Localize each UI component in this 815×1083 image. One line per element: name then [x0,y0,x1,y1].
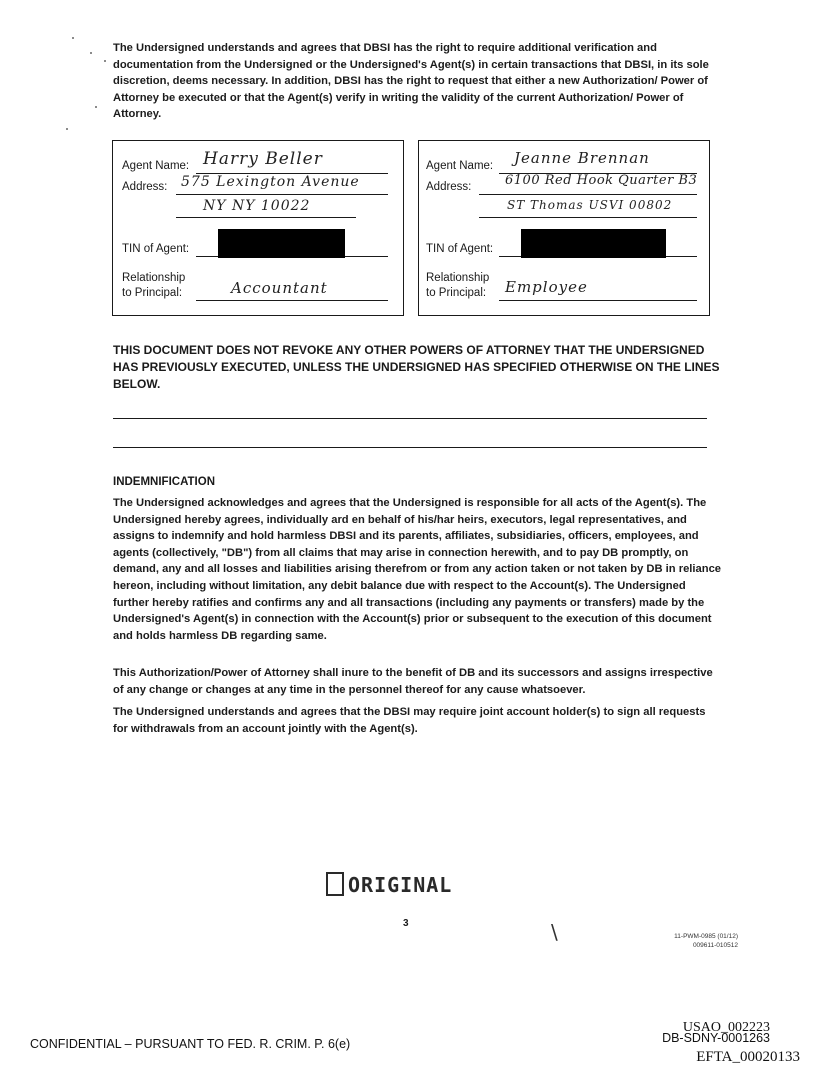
relationship-handwriting: Employee [505,278,588,296]
agent-address-line-1 [479,194,697,195]
tin-redaction [521,229,666,258]
agent-address-line-1 [176,194,388,195]
form-code: 11-PWM-0985 (01/12) [674,933,738,940]
page-number: 3 [403,918,409,929]
bates-db: DB-SDNY-0001263 [662,1031,770,1045]
agent-address-line1-handwriting: 6100 Red Hook Quarter B3 [505,173,698,188]
relationship-label: Relationship [122,272,186,284]
bates-efta: EFTA_00020133 [696,1049,800,1065]
intro-paragraph: The Undersigned understands and agrees that DBSI has the right to require additional verification and documentation from the Undersigned or the Undersigned's Agent(s) in certain transactions that DBSI, in its sole discretion, deems necessary. In addition, DBSI has the right to request that either a new Authorization/ Power of Attorney be executed or that the Agent(s) verify in writing the validity of the current Authorization/ Power of Attorney. [113,42,709,121]
indemnification-paragraph-1: The Undersigned acknowledges and agrees that the Undersigned is responsible for all acts of the Agent(s). The Undersigned hereby agrees, individually ard en behalf of his/har heirs, executors, legal representatives, and assigns to indemnify and hold harmless DBSI and its parents, affiliates, subsidiaries, officers, employees, and agents (collectively, "DB") from all claims that may arise in connection herewith, and to pay DB promptly, on demand, any and all losses and liabilities arising therefrom or from any action taken or not taken by DB in reliance hereon, including without limitation, any debit balance due with respect to the Account(s). The Undersigned further hereby ratifies and confirms any and all transactions (including any payments or transfers) made by the Undersigned's Agent(s) in connection with the Account(s) prior or subsequent to the execution of this document and holds harmless DB regarding same. [113,497,722,642]
relationship-handwriting: Accountant [231,279,328,297]
revocation-line-2 [113,447,707,448]
agent-tin-label: TIN of Agent: [426,243,494,255]
agent-address-line2-handwriting: NY NY 10022 [203,198,311,214]
bates-stamp [660,1022,800,1044]
agent-address-line1-handwriting: 575 Lexington Avenue [181,174,360,190]
tin-redaction [218,229,345,258]
indemnification-paragraph-3: The Undersigned understands and agrees that the DBSI may require joint account holder(s) to sign all requests for withdrawals from an account jointly with the Agent(s). [113,706,706,735]
to-principal-label: to Principal: [122,287,183,299]
revocation-line-1 [113,418,707,419]
indemnification-heading: INDEMNIFICATION [113,476,216,488]
indemnification-paragraph-2: This Authorization/Power of Attorney shall inure to the benefit of DB and its successors and assigns irrespective of any change or changes at any time in the personnel thereof for any cause whatsoever. [113,667,713,696]
agent-address-line2-handwriting: ST Thomas USVI 00802 [507,198,673,212]
bates-usao: USAO_002223 [682,1020,770,1035]
confidential-notice: CONFIDENTIAL – PURSUANT TO FED. R. CRIM. P. 6(e) [30,1037,351,1051]
pen-mark: \ [551,920,558,944]
scan-speck [72,37,74,39]
agent-box-1 [112,140,404,316]
agent-address-line-2 [176,217,356,218]
relationship-line [196,300,388,301]
original-stamp [326,872,452,897]
to-principal-label: to Principal: [426,287,487,299]
relationship-line [499,300,697,301]
relationship-label: Relationship [426,272,490,284]
agent-box-2 [418,140,710,316]
form-id: 009611-010512 [692,942,738,949]
agent-name-label: Agent Name: [122,160,190,172]
scan-speck [95,106,97,108]
scan-speck [90,52,92,54]
agent-name-signature: Jeanne Brennan [514,149,650,167]
agent-name-label: Agent Name: [426,160,494,172]
revocation-notice: THIS DOCUMENT DOES NOT REVOKE ANY OTHER POWERS OF ATTORNEY THAT THE UNDERSIGNED HAS PREVIOUSLY EXECUTED, UNLESS THE UNDERSIGNED HAS SPECIFIED OTHERWISE ON THE LINES BELOW. [113,343,720,392]
agent-tin-label: TIN of Agent: [122,243,190,255]
agent-address-line-2 [479,217,697,218]
original-stamp-text: ORIGINAL [348,873,453,897]
form-code-block [600,932,738,950]
agent-name-signature: Harry Beller [203,149,323,169]
agent-address-label: Address: [122,181,168,193]
stamp-square-icon [326,872,344,896]
scan-speck [66,128,68,130]
agent-address-label: Address: [426,181,472,193]
scan-speck [104,60,106,62]
